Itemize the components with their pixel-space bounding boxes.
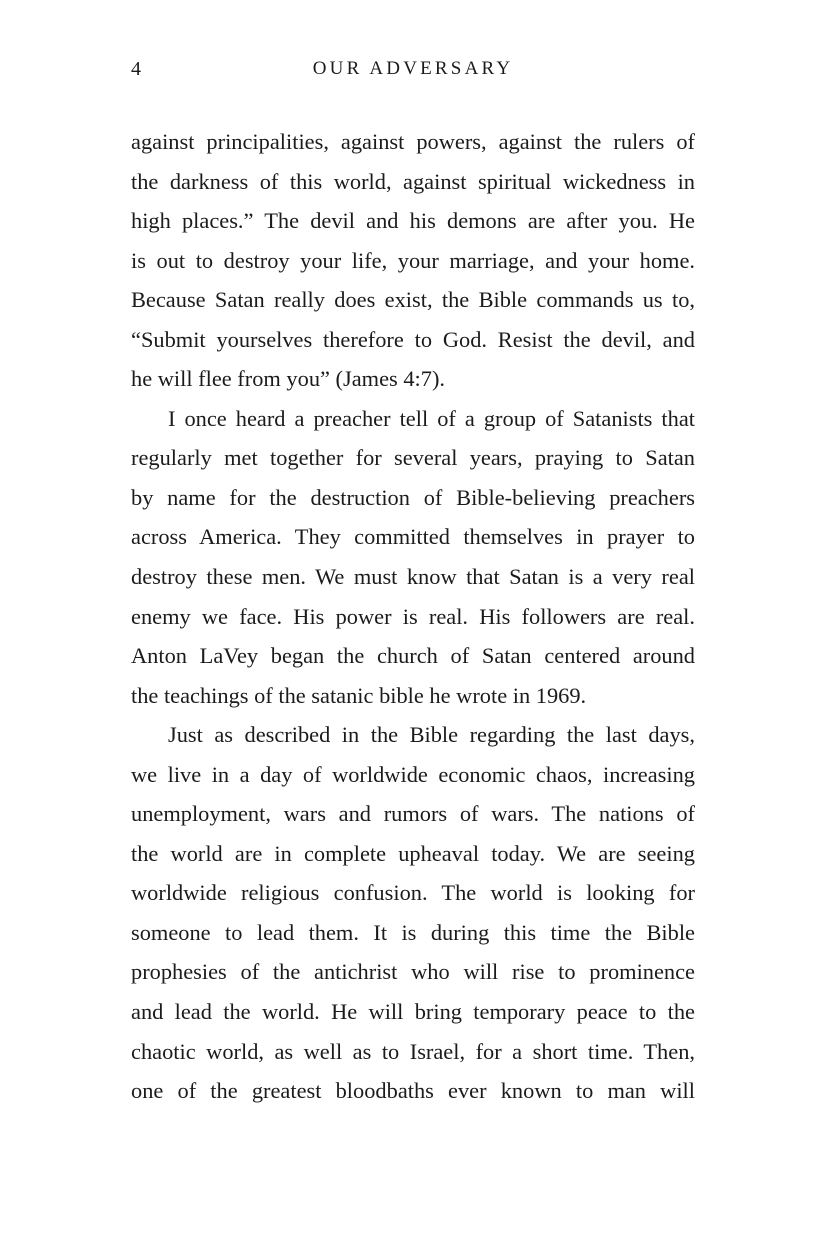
body-text xyxy=(131,122,695,1111)
text-line: by name for the destruction of Bible-believing preachers xyxy=(131,484,695,510)
text-line: and lead the world. He will bring temporary peace to the xyxy=(131,999,695,1025)
text-line: chaotic world, as well as to Israel, for a short time. Then, xyxy=(131,1038,695,1064)
paragraph xyxy=(131,399,695,715)
page-number: 4 xyxy=(131,58,142,80)
text-line: “Submit yourselves therefore to God. Resist the devil, and xyxy=(131,326,695,352)
paragraph xyxy=(131,122,695,399)
running-head: OUR ADVERSARY xyxy=(312,58,514,79)
text-line: Because Satan really does exist, the Bible commands us to, xyxy=(131,287,695,313)
text-line: one of the greatest bloodbaths ever known to man will xyxy=(131,1078,695,1104)
text-line: we live in a day of worldwide economic chaos, increasing xyxy=(131,761,695,787)
text-line: the darkness of this world, against spiritual wickedness in xyxy=(131,168,695,194)
text-line: I once heard a preacher tell of a group of Satanists that xyxy=(168,405,695,431)
text-line: high places.” The devil and his demons are after you. He xyxy=(131,208,695,234)
text-line: someone to lead them. It is during this time the Bible xyxy=(131,919,695,945)
text-line: prophesies of the antichrist who will rise to prominence xyxy=(131,959,695,985)
text-line: worldwide religious confusion. The world is looking for xyxy=(131,880,695,906)
text-line: against principalities, against powers, against the rulers of xyxy=(131,129,695,154)
text-line: the teachings of the satanic bible he wrote in 1969. xyxy=(131,682,587,708)
text-line: destroy these men. We must know that Satan is a very real xyxy=(131,564,695,590)
text-line: is out to destroy your life, your marriage, and your home. xyxy=(131,247,695,273)
text-line: Just as described in the Bible regarding the last days, xyxy=(168,722,695,748)
text-line: unemployment, wars and rumors of wars. The nations of xyxy=(131,801,695,827)
text-line: Anton LaVey began the church of Satan centered around xyxy=(131,643,695,669)
text-line: he will flee from you” (James 4:7). xyxy=(131,366,445,392)
text-line: the world are in complete upheaval today. We are seeing xyxy=(131,840,695,866)
text-line: enemy we face. His power is real. His followers are real. xyxy=(131,603,695,629)
page-header xyxy=(131,56,695,82)
paragraph xyxy=(131,715,695,1110)
text-line: regularly met together for several years, praying to Satan xyxy=(131,445,695,471)
text-line: across America. They committed themselves in prayer to xyxy=(131,524,695,550)
